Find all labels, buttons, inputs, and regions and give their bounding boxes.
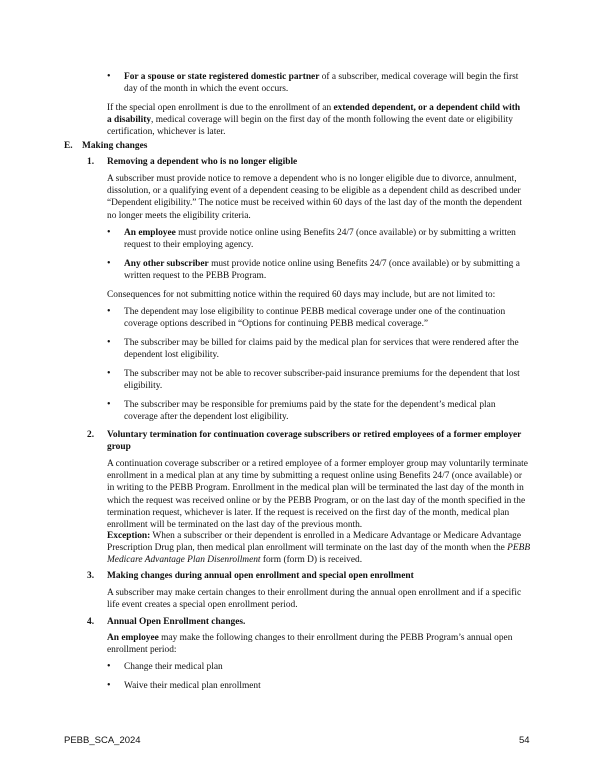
item4-lead-bold: An employee bbox=[107, 633, 159, 643]
bullet-icon bbox=[107, 258, 113, 264]
spouse-bullet-bold: For a spouse or state registered domestic partner bbox=[124, 72, 320, 82]
item3-title: Making changes during annual open enrollment and special open enrollment bbox=[107, 571, 414, 581]
item4-number bbox=[87, 616, 94, 628]
item4-num: 4. bbox=[87, 617, 95, 627]
consequence-text: The subscriber may not be able to recover subscriber-paid insurance premiums for the dependent that lost eligibility. bbox=[124, 369, 520, 392]
item1-title: Removing a dependent who is no longer eligible bbox=[107, 157, 298, 167]
footer-doc-id: PEBB_SCA_2024 bbox=[64, 735, 141, 746]
item4-bullet-text: Change their medical plan bbox=[124, 662, 223, 672]
item4-title: Annual Open Enrollment changes. bbox=[107, 617, 246, 627]
consequence-item bbox=[124, 337, 526, 361]
item1-bullet-other-text: must provide notice online using Benefits 24/7 (once available) or by submitting a written request to the PEBB Program. bbox=[124, 259, 520, 282]
item3-num: 3. bbox=[87, 571, 95, 581]
bullet-icon bbox=[107, 661, 113, 667]
item1-number bbox=[87, 156, 94, 168]
item1-bullet-other-bold: Any other subscriber bbox=[124, 259, 209, 269]
exception-form-name: PEBB Medicare Advantage Plan Disenrollment bbox=[107, 543, 531, 566]
item1-para: A subscriber must provide notice to remove a dependent who is no longer eligible due to divorce, annulment, dissolution, or a qualifying event of a dependent ceasing to be eligible as a dependent child as described under “Dependent eligibility.” The notice must be received within 60 days of the last day of the month the dependent no longer meets the eligibility criteria. bbox=[107, 174, 522, 221]
spouse-bullet-text: of a subscriber, medical coverage will begin the first day of the month in which the event occurs. bbox=[124, 72, 519, 95]
item2-para: A continuation coverage subscriber or a retired employee of a former employer group may voluntarily terminate enrollment in a medical plan at any time by submitting a request online using Benefits 24/7 (once available) or in writing to the PEBB Program. Enrollment in the medical plan will be terminated the last day of the month in which the request was received online or by the PEBB Program, or on the last day of the month specified in the termination request, whichever is later. If the request is received on the first day of the month, medical plan enrollment will be terminated on the last day of the previous month. bbox=[107, 459, 528, 531]
item4-paragraph bbox=[107, 632, 527, 656]
item3-paragraph bbox=[107, 587, 527, 611]
exception-label: Exception: bbox=[107, 531, 151, 541]
bullet-icon bbox=[107, 71, 113, 77]
item1-num: 1. bbox=[87, 157, 95, 167]
item2-title-wrap bbox=[107, 429, 527, 453]
bullet-icon bbox=[107, 399, 113, 405]
footer-page-number: 54 bbox=[519, 735, 530, 746]
item4-bullet-text: Waive their medical plan enrollment bbox=[124, 681, 261, 691]
special-open-bold: extended dependent, or a dependent child with a disability bbox=[107, 103, 521, 126]
item1-bullet-employee-bold: An employee bbox=[124, 228, 176, 238]
item1-title-wrap bbox=[107, 156, 527, 168]
bullet-icon bbox=[107, 680, 113, 686]
exception-text: When a subscriber or their dependent is enrolled in a Medicare Advantage or Medicare Advantage Prescription Drug plan, then medical plan enrollment will terminate on the last day of the month when the bbox=[107, 531, 522, 554]
exception-paragraph bbox=[107, 530, 531, 567]
consequence-text: The subscriber may be responsible for premiums paid by the state for the dependent’s medical plan coverage after the dependent lost eligibility. bbox=[124, 400, 496, 423]
item4-bullet bbox=[124, 661, 526, 673]
section-e-heading bbox=[64, 140, 73, 152]
item2-paragraph bbox=[107, 458, 531, 531]
item1-bullet-other bbox=[124, 258, 526, 282]
spouse-bullet bbox=[124, 71, 524, 95]
item2-number bbox=[87, 429, 94, 441]
special-open-pre: If the special open enrollment is due to the enrollment of an bbox=[107, 103, 334, 113]
item4-title-wrap bbox=[107, 616, 527, 628]
consequence-item bbox=[124, 368, 526, 392]
item1-bullet-employee-text: must provide notice online using Benefits 24/7 (once available) or by submitting a written request to their employing agency. bbox=[124, 228, 516, 251]
item3-para: A subscriber may make certain changes to their enrollment during the annual open enrollment and if a specific life event creates a special open enrollment period. bbox=[107, 588, 522, 611]
consequences-paragraph bbox=[107, 289, 527, 301]
consequence-item bbox=[124, 399, 526, 423]
bullet-icon bbox=[107, 337, 113, 343]
consequences-text: Consequences for not submitting notice within the required 60 days may include, but are not limited to: bbox=[107, 290, 496, 300]
section-e-title: Making changes bbox=[82, 141, 148, 151]
special-open-paragraph bbox=[107, 102, 525, 139]
section-e-letter: E. bbox=[64, 141, 73, 151]
bullet-icon bbox=[107, 306, 113, 312]
item3-title-wrap bbox=[107, 570, 527, 582]
item4-lead-text: may make the following changes to their enrollment during the PEBB Program’s annual open enrollment period: bbox=[107, 633, 513, 656]
consequence-text: The dependent may lose eligibility to continue PEBB medical coverage under one of the continuation coverage options described in “Options for continuing PEBB medical coverage.” bbox=[124, 307, 506, 330]
section-e-title-wrap bbox=[82, 140, 147, 152]
consequence-text: The subscriber may be billed for claims paid by the medical plan for services that were rendered after the dependent lost eligibility. bbox=[124, 338, 519, 361]
special-open-post: , medical coverage will begin on the first day of the month following the event date or eligibility certification, whichever is later. bbox=[107, 115, 513, 138]
item2-title: Voluntary termination for continuation coverage subscribers or retired employees of a former employer group bbox=[107, 430, 522, 453]
exception-end: form (form D) is received. bbox=[260, 555, 363, 566]
item1-bullet-employee bbox=[124, 227, 526, 251]
item4-bullet bbox=[124, 680, 526, 692]
consequence-item bbox=[124, 306, 526, 330]
item1-paragraph bbox=[107, 173, 527, 222]
item2-num: 2. bbox=[87, 430, 95, 440]
bullet-icon bbox=[107, 227, 113, 233]
item3-number bbox=[87, 570, 94, 582]
bullet-icon bbox=[107, 368, 113, 374]
